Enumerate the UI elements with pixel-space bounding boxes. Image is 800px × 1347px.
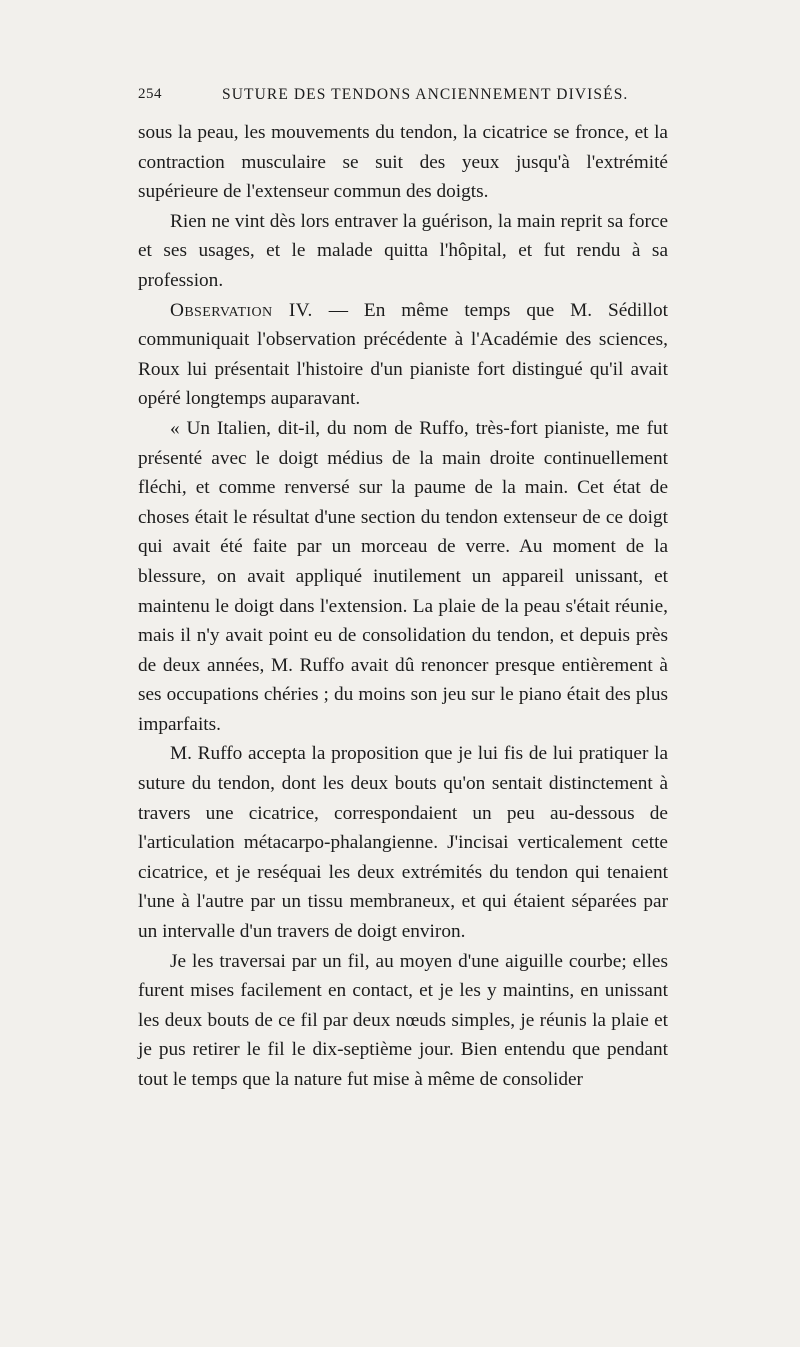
page-header	[138, 86, 638, 110]
paragraph-observation	[138, 296, 668, 414]
paragraph	[138, 947, 668, 1095]
paragraph	[138, 739, 668, 946]
running-title: SUTURE DES TENDONS ANCIENNEMENT DIVISÉS.	[222, 86, 629, 103]
observation-label: Observation IV.	[170, 299, 313, 321]
paragraph-text: Rien ne vint dès lors entraver la guérison, la main reprit sa force et ses usages, et le malade quitta l'hôpital, et fut rendu à sa profession.	[138, 210, 668, 291]
paragraph-continuation	[138, 118, 668, 207]
paragraph	[138, 207, 668, 296]
paragraph-text: « Un Italien, dit-il, du nom de Ruffo, très-fort pianiste, me fut présenté avec le doigt médius de la main droite continuellement fléchi, et comme renversé sur la paume de la main. Cet état de choses était le résultat d'une section du tendon extenseur de ce doigt qui avait été faite par un morceau de verre. Au moment de la blessure, on avait appliqué inutilement un appareil unissant, et maintenu le doigt dans l'extension. La plaie de la peau s'était réunie, mais il n'y avait point eu de consolidation du tendon, et depuis près de deux années, M. Ruffo avait dû renoncer presque entièrement à ses occupations chéries ; du moins son jeu sur le piano était des plus imparfaits.	[138, 417, 668, 735]
paragraph-text: Je les traversai par un fil, au moyen d'une aiguille courbe; elles furent mises facilement en contact, et je les y maintins, en unissant les deux bouts de ce fil par deux nœuds simples, je réunis la plaie et je pus retirer le fil le dix-septième jour. Bien entendu que pendant tout le temps que la nature fut mise à même de consolider	[138, 950, 668, 1090]
page-number: 254	[138, 86, 162, 102]
paragraph-text: sous la peau, les mouvements du tendon, la cicatrice se fronce, et la contraction musculaire se suit des yeux jusqu'à l'extrémité supérieure de l'extenseur commun des doigts.	[138, 122, 668, 203]
paragraph-text: M. Ruffo accepta la proposition que je lui fis de lui pratiquer la suture du tendon, dont les deux bouts qu'on sentait distinctement à travers une cicatrice, correspondaient un peu au-dessous de l'articulation métacarpo-phalangienne. J'incisai verticalement cette cicatrice, et je reséquai les deux extrémités du tendon qui tenaient l'une à l'autre par un tissu membraneux, et qui étaient séparées par un intervalle d'un travers de doigt environ.	[138, 743, 668, 943]
paragraph-text: — En même temps que M. Sédillot communiquait l'observation précédente à l'Académie des sciences, Roux lui présentait l'histoire d'un pianiste fort distingué qu'il avait opéré longtemps auparavant.	[138, 299, 669, 410]
body-text	[138, 118, 668, 1095]
paragraph-quote	[138, 414, 668, 740]
